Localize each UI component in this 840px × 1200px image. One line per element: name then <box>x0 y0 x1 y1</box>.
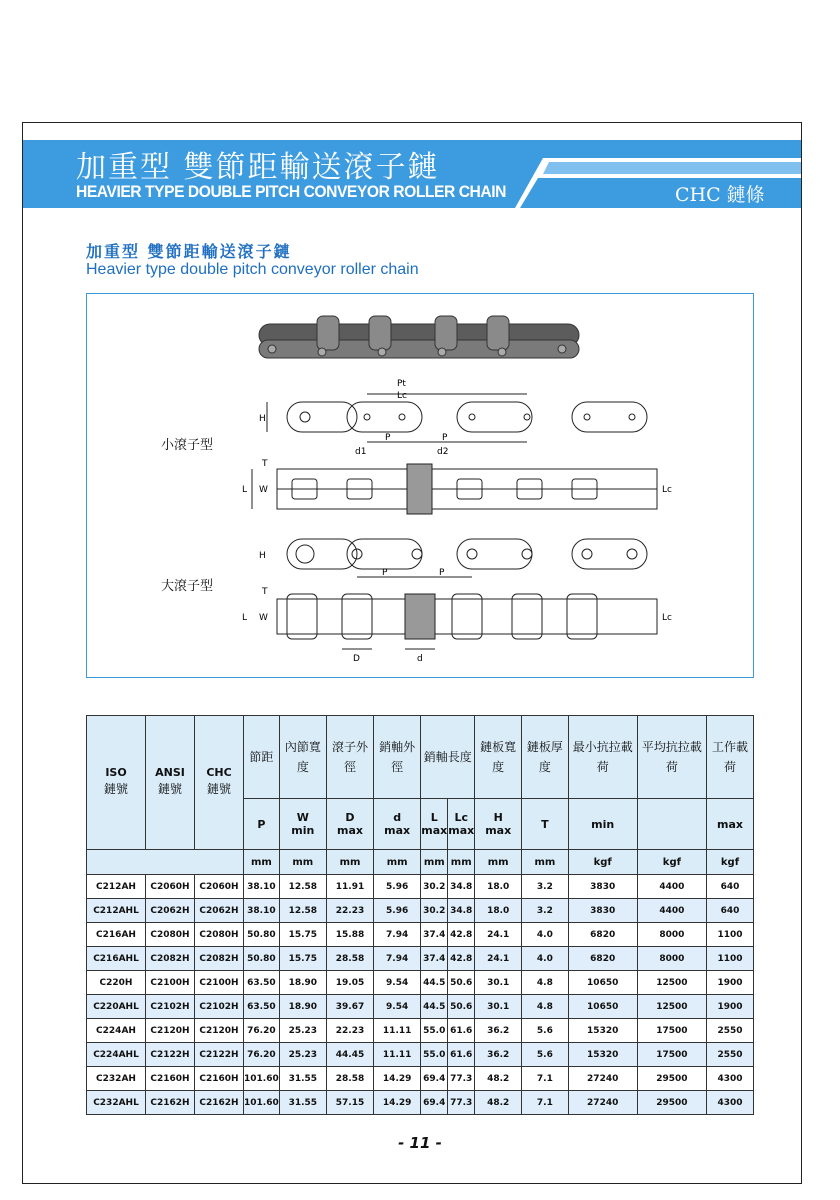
table-cell: 19.05 <box>326 971 373 995</box>
chain-drawing <box>87 294 755 679</box>
table-cell: 15320 <box>568 1019 637 1043</box>
table-cell: 29500 <box>637 1091 706 1115</box>
dim-w-large: W <box>259 613 268 623</box>
table-cell: 77.3 <box>448 1067 475 1091</box>
dim-p-4: P <box>439 568 445 578</box>
header-avg-tensile: 平均抗拉載荷 <box>637 716 706 799</box>
table-cell: 27240 <box>568 1091 637 1115</box>
table-cell: 101.60 <box>244 1091 280 1115</box>
table-cell: 11.11 <box>374 1019 421 1043</box>
dim-l-large: L <box>242 613 248 623</box>
table-cell: 44.5 <box>421 995 448 1019</box>
dim-p-2: P <box>442 433 448 443</box>
table-cell: 5.96 <box>374 899 421 923</box>
table-cell: C2122H <box>195 1043 244 1067</box>
dim-p-3: P <box>382 568 388 578</box>
table-cell: 4.0 <box>522 923 568 947</box>
table-cell: C216AH <box>87 923 146 947</box>
table-cell: C2060H <box>146 875 195 899</box>
table-cell: 15.88 <box>326 923 373 947</box>
table-cell: 8000 <box>637 923 706 947</box>
unit-cell: mm <box>475 850 522 875</box>
table-cell: 30.2 <box>421 899 448 923</box>
table-cell: 2550 <box>706 1019 753 1043</box>
table-cell: C2162H <box>146 1091 195 1115</box>
table-cell: 18.0 <box>475 875 522 899</box>
table-cell: 50.6 <box>448 971 475 995</box>
header-pin-length: 銷軸長度 <box>421 716 475 799</box>
dim-pt: Pt <box>397 379 406 389</box>
table-cell: 5.6 <box>522 1019 568 1043</box>
dim-roller-d: D <box>353 654 360 664</box>
symbol-pin-d: d max <box>374 799 421 850</box>
table-cell: 63.50 <box>244 995 280 1019</box>
table-cell: 38.10 <box>244 899 280 923</box>
dim-d2: d2 <box>437 447 449 457</box>
header-roller-dia: 滾子外徑 <box>326 716 373 799</box>
unit-cell: mm <box>448 850 475 875</box>
table-cell: C232AHL <box>87 1091 146 1115</box>
table-cell: 1100 <box>706 947 753 971</box>
table-cell: 30.1 <box>475 971 522 995</box>
table-cell: 3.2 <box>522 875 568 899</box>
dim-lc-large: Lc <box>662 613 672 623</box>
section-title-zh: 加重型 雙節距輸送滾子鏈 <box>86 242 292 261</box>
unit-cell: mm <box>326 850 373 875</box>
dim-t-large: T <box>262 587 268 597</box>
symbol-max: max <box>706 799 753 850</box>
table-cell: 17500 <box>637 1043 706 1067</box>
symbol-w: W min <box>279 799 326 850</box>
table-cell: 4.0 <box>522 947 568 971</box>
drawing-box <box>86 293 754 678</box>
table-cell: 6820 <box>568 947 637 971</box>
table-cell: 3.2 <box>522 899 568 923</box>
unit-cell: kgf <box>637 850 706 875</box>
section-title-en: Heavier type double pitch conveyor roller chain <box>86 261 419 278</box>
table-cell: 1100 <box>706 923 753 947</box>
table-cell: 18.0 <box>475 899 522 923</box>
dim-lc-small: Lc <box>662 485 672 495</box>
table-cell: C2080H <box>195 923 244 947</box>
table-cell: 4.8 <box>522 995 568 1019</box>
table-cell: 11.11 <box>374 1043 421 1067</box>
table-cell: 50.80 <box>244 923 280 947</box>
header-title-zh: 加重型 雙節距輸送滾子鏈 <box>76 150 440 185</box>
table-cell: 1900 <box>706 995 753 1019</box>
table-cell: 57.15 <box>326 1091 373 1115</box>
table-cell: 37.4 <box>421 947 448 971</box>
table-cell: 25.23 <box>279 1019 326 1043</box>
table-cell: 12500 <box>637 971 706 995</box>
table-cell: 50.80 <box>244 947 280 971</box>
small-roller-top-view <box>267 394 647 442</box>
table-cell: C2100H <box>146 971 195 995</box>
table-cell: 1900 <box>706 971 753 995</box>
table-cell: 48.2 <box>475 1091 522 1115</box>
table-cell: 42.8 <box>448 947 475 971</box>
table-cell: 55.0 <box>421 1043 448 1067</box>
table-cell: 5.6 <box>522 1043 568 1067</box>
table-cell: 50.6 <box>448 995 475 1019</box>
table-cell: 4400 <box>637 899 706 923</box>
large-roller-side-view <box>277 594 657 649</box>
table-cell: 7.94 <box>374 923 421 947</box>
table-cell: 12500 <box>637 995 706 1019</box>
table-cell: 44.45 <box>326 1043 373 1067</box>
table-cell: 77.3 <box>448 1091 475 1115</box>
dim-t-small: T <box>262 459 268 469</box>
table-cell: 36.2 <box>475 1043 522 1067</box>
unit-cell: kgf <box>706 850 753 875</box>
table-cell: C2082H <box>146 947 195 971</box>
table-cell: C2122H <box>146 1043 195 1067</box>
table-cell: 640 <box>706 899 753 923</box>
header-working-load: 工作載荷 <box>706 716 753 799</box>
header-ansi: ANSI 鏈號 <box>146 716 195 850</box>
header-pitch: 節距 <box>244 716 280 799</box>
table-cell: C212AHL <box>87 899 146 923</box>
header-plate-thick: 鏈板厚度 <box>522 716 568 799</box>
table-cell: 5.96 <box>374 875 421 899</box>
header-min-tensile: 最小抗拉載荷 <box>568 716 637 799</box>
table-cell: 69.4 <box>421 1091 448 1115</box>
table-cell: 8000 <box>637 947 706 971</box>
table-cell: 31.55 <box>279 1067 326 1091</box>
table-cell: 9.54 <box>374 995 421 1019</box>
table-cell: 9.54 <box>374 971 421 995</box>
table-cell: C2120H <box>146 1019 195 1043</box>
header-inner-width: 內節寬度 <box>279 716 326 799</box>
table-cell: 640 <box>706 875 753 899</box>
header-iso: ISO 鏈號 <box>87 716 146 850</box>
table-cell: C224AHL <box>87 1043 146 1067</box>
unit-cell: mm <box>522 850 568 875</box>
large-roller-label: 大滾子型 <box>161 579 214 594</box>
symbol-h: H max <box>475 799 522 850</box>
table-cell: 12.58 <box>279 899 326 923</box>
table-cell: 18.90 <box>279 995 326 1019</box>
table-cell: 34.8 <box>448 899 475 923</box>
table-cell: 7.1 <box>522 1067 568 1091</box>
table-cell: 12.58 <box>279 875 326 899</box>
table-cell: C2160H <box>195 1067 244 1091</box>
table-cell: 27240 <box>568 1067 637 1091</box>
table-cell: 69.4 <box>421 1067 448 1091</box>
header-plate-height: 鏈板寬度 <box>475 716 522 799</box>
unit-cell: mm <box>279 850 326 875</box>
table-cell: C2062H <box>195 899 244 923</box>
table-cell: 30.1 <box>475 995 522 1019</box>
table-cell: C2080H <box>146 923 195 947</box>
table-cell: 42.8 <box>448 923 475 947</box>
table-cell: C2102H <box>146 995 195 1019</box>
table-cell: 29500 <box>637 1067 706 1091</box>
symbol-avg <box>637 799 706 850</box>
table-cell: 44.5 <box>421 971 448 995</box>
symbol-lc: Lc max <box>448 799 475 850</box>
table-cell: 61.6 <box>448 1019 475 1043</box>
table-cell: 10650 <box>568 995 637 1019</box>
table-cell: 14.29 <box>374 1067 421 1091</box>
table-cell: 30.2 <box>421 875 448 899</box>
table-cell: 15320 <box>568 1043 637 1067</box>
small-roller-label: 小滾子型 <box>161 438 214 453</box>
table-cell: C2162H <box>195 1091 244 1115</box>
table-cell: 37.4 <box>421 923 448 947</box>
table-cell: 76.20 <box>244 1043 280 1067</box>
table-cell: C232AH <box>87 1067 146 1091</box>
table-cell: 24.1 <box>475 923 522 947</box>
table-cell: 15.75 <box>279 947 326 971</box>
table-cell: 63.50 <box>244 971 280 995</box>
unit-cell: mm <box>374 850 421 875</box>
table-cell: 22.23 <box>326 1019 373 1043</box>
table-row <box>87 971 754 995</box>
header-pin-dia: 銷軸外徑 <box>374 716 421 799</box>
table-cell: C2160H <box>146 1067 195 1091</box>
table-cell: 24.1 <box>475 947 522 971</box>
table-cell: 76.20 <box>244 1019 280 1043</box>
table-cell: 7.1 <box>522 1091 568 1115</box>
table-cell: 17500 <box>637 1019 706 1043</box>
table-cell: C2082H <box>195 947 244 971</box>
small-roller-side-view <box>252 464 657 514</box>
unit-spacer <box>87 850 244 875</box>
table-row <box>87 995 754 1019</box>
dim-p-1: P <box>385 433 391 443</box>
table-row <box>87 875 754 899</box>
dim-w-small: W <box>259 485 268 495</box>
table-cell: 39.67 <box>326 995 373 1019</box>
table-cell: 31.55 <box>279 1091 326 1115</box>
spec-table <box>86 715 754 1115</box>
table-cell: 4.8 <box>522 971 568 995</box>
table-cell: C2120H <box>195 1019 244 1043</box>
symbol-t: T <box>522 799 568 850</box>
table-row <box>87 1019 754 1043</box>
spec-table-body <box>87 875 754 1115</box>
table-cell: 7.94 <box>374 947 421 971</box>
header-title-en: HEAVIER TYPE DOUBLE PITCH CONVEYOR ROLLER CHAIN <box>76 182 506 201</box>
dim-d1: d1 <box>355 447 367 457</box>
table-row <box>87 899 754 923</box>
symbol-p: P <box>244 799 280 850</box>
table-cell: 10650 <box>568 971 637 995</box>
table-cell: 22.23 <box>326 899 373 923</box>
chain-photo <box>259 316 579 358</box>
table-cell: 36.2 <box>475 1019 522 1043</box>
table-cell: C216AHL <box>87 947 146 971</box>
table-cell: 2550 <box>706 1043 753 1067</box>
table-cell: C2060H <box>195 875 244 899</box>
table-cell: 14.29 <box>374 1091 421 1115</box>
unit-cell: mm <box>244 850 280 875</box>
symbol-l: L max <box>421 799 448 850</box>
unit-cell: mm <box>421 850 448 875</box>
table-cell: 28.58 <box>326 947 373 971</box>
table-cell: 28.58 <box>326 1067 373 1091</box>
table-cell: 6820 <box>568 923 637 947</box>
table-cell: C220H <box>87 971 146 995</box>
table-row <box>87 1043 754 1067</box>
header-chc: CHC 鏈號 <box>195 716 244 850</box>
page-number: - 11 - <box>398 1134 442 1152</box>
table-cell: 34.8 <box>448 875 475 899</box>
table-row <box>87 1091 754 1115</box>
table-cell: 101.60 <box>244 1067 280 1091</box>
table-cell: 55.0 <box>421 1019 448 1043</box>
dim-pin-d: d <box>417 654 423 664</box>
table-row <box>87 947 754 971</box>
header-brand: CHC 鏈條 <box>675 184 765 206</box>
symbol-min: min <box>568 799 637 850</box>
dim-h-top: H <box>259 414 266 424</box>
table-cell: 3830 <box>568 899 637 923</box>
dim-l-small: L <box>242 485 248 495</box>
table-cell: 48.2 <box>475 1067 522 1091</box>
symbol-d: D max <box>326 799 373 850</box>
table-cell: 4300 <box>706 1091 753 1115</box>
dim-h-large: H <box>259 551 266 561</box>
table-cell: C2102H <box>195 995 244 1019</box>
large-roller-top-view <box>287 539 647 577</box>
unit-cell: kgf <box>568 850 637 875</box>
table-cell: 11.91 <box>326 875 373 899</box>
table-cell: 15.75 <box>279 923 326 947</box>
table-cell: C2062H <box>146 899 195 923</box>
table-cell: 4400 <box>637 875 706 899</box>
table-cell: 61.6 <box>448 1043 475 1067</box>
table-cell: 4300 <box>706 1067 753 1091</box>
table-cell: 25.23 <box>279 1043 326 1067</box>
table-cell: C224AH <box>87 1019 146 1043</box>
table-cell: C220AHL <box>87 995 146 1019</box>
dim-lc-top: Lc <box>397 391 407 401</box>
table-row <box>87 1067 754 1091</box>
table-cell: 18.90 <box>279 971 326 995</box>
table-cell: 3830 <box>568 875 637 899</box>
table-cell: 38.10 <box>244 875 280 899</box>
table-cell: C2100H <box>195 971 244 995</box>
table-cell: C212AH <box>87 875 146 899</box>
table-row <box>87 923 754 947</box>
